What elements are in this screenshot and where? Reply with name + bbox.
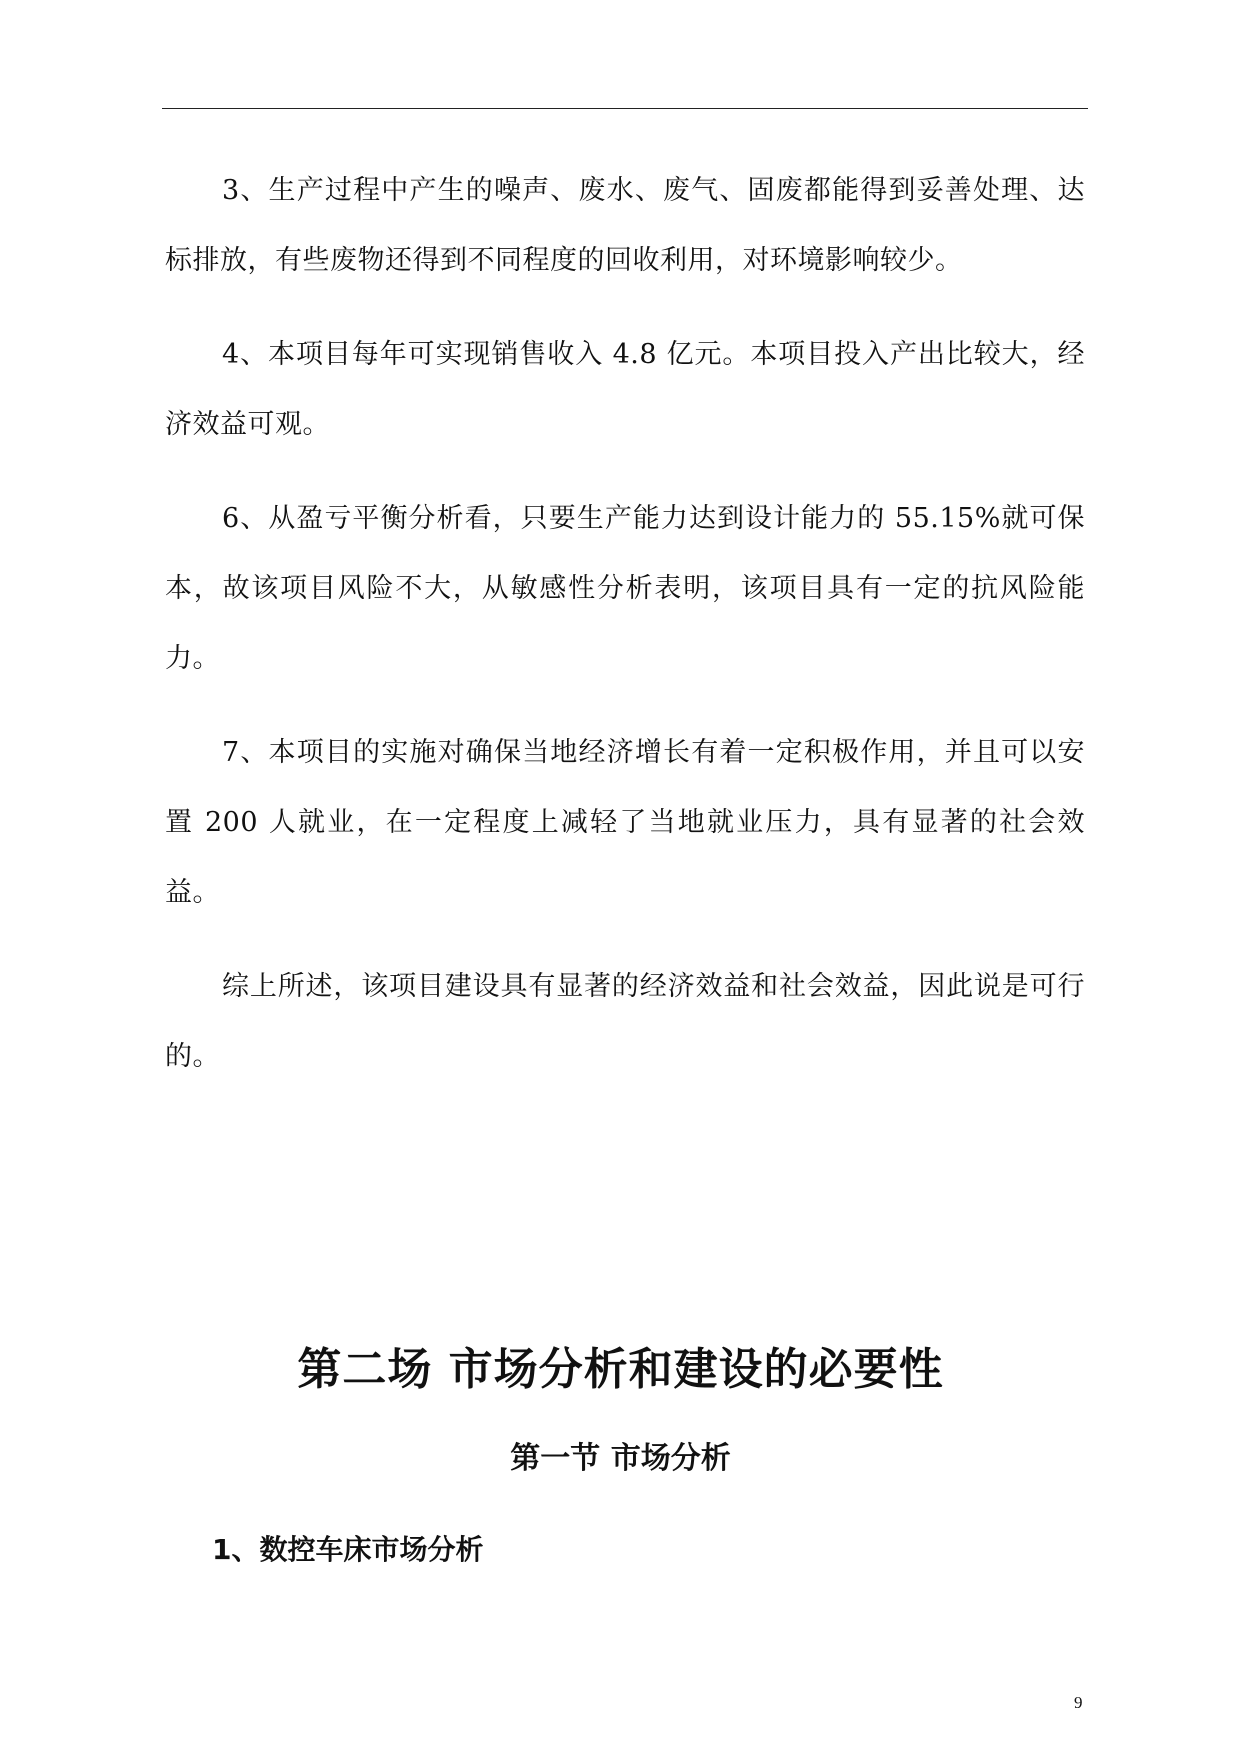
paragraph-3: 3、生产过程中产生的噪声、废水、废气、固废都能得到妥善处理、达标排放，有些废物还得到不同程度的回收利用，对环境影响较少。 (165, 175, 1085, 276)
body-text (165, 156, 1085, 1116)
chapter-title: 第二场 市场分析和建设的必要性 (297, 1344, 944, 1395)
section-title: 第一节 市场分析 (510, 1441, 731, 1476)
paragraph-conclusion: 综上所述，该项目建设具有显著的经济效益和社会效益，因此说是可行的。 (165, 971, 1085, 1072)
header-rule (162, 108, 1088, 109)
paragraph-4: 4、本项目每年可实现销售收入 4.8 亿元。本项目投入产出比较大，经济效益可观。 (165, 339, 1085, 440)
paragraph-7: 7、本项目的实施对确保当地经济增长有着一定积极作用，并且可以安置 200 人就业，在一定程度上减轻了当地就业压力，具有显著的社会效益。 (165, 737, 1085, 908)
subsection-title: 1、数控车床市场分析 (212, 1533, 484, 1566)
page-number: 9 (1074, 1693, 1083, 1712)
paragraph-6: 6、从盈亏平衡分析看，只要生产能力达到设计能力的 55.15%就可保本，故该项目风险不大，从敏感性分析表明，该项目具有一定的抗风险能力。 (165, 503, 1085, 674)
